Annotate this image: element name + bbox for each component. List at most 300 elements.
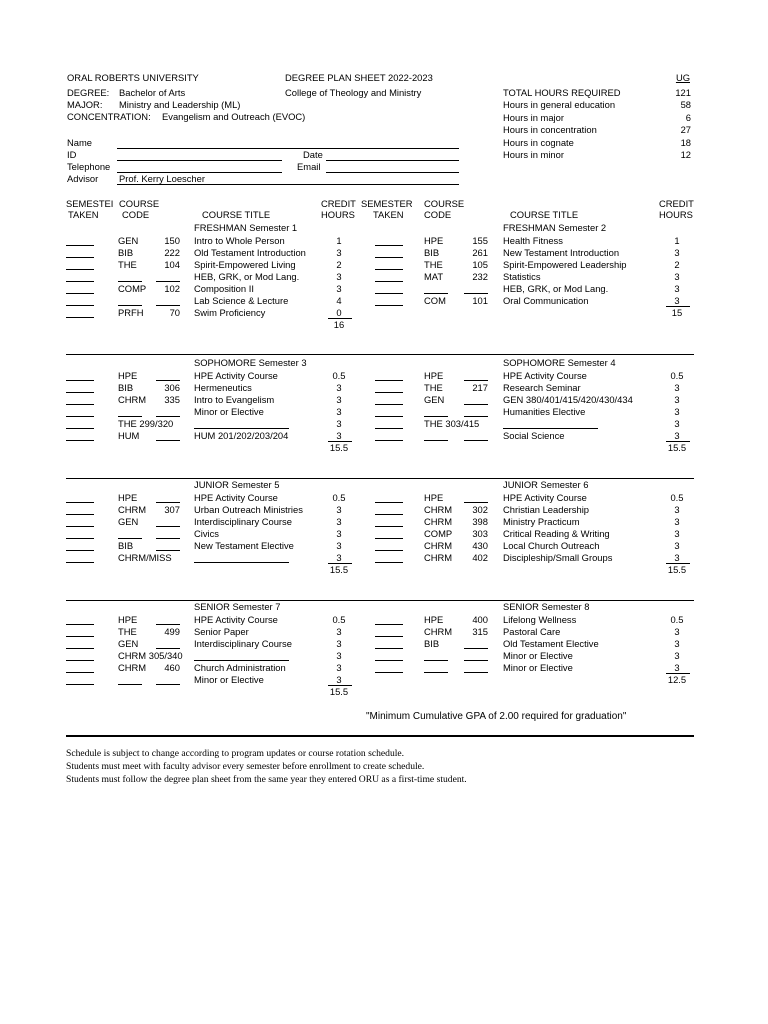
hours-label: Hours in minor xyxy=(503,149,564,160)
course-prefix: CHRM xyxy=(424,539,453,551)
credit-hours: 3 xyxy=(674,393,680,405)
telephone-label: Telephone xyxy=(67,161,111,172)
semester-taken-blank[interactable] xyxy=(375,636,403,637)
advisor-field[interactable] xyxy=(117,184,459,185)
semester-taken-blank[interactable] xyxy=(375,380,403,381)
rule-bottom xyxy=(66,735,694,737)
credit-hours: 3 xyxy=(336,405,342,417)
credit-hours: 3 xyxy=(674,503,680,515)
course-prefix: THE 303/415 xyxy=(424,417,480,429)
course-title: Spirit-Empowered Living xyxy=(194,258,296,270)
course-title: Research Seminar xyxy=(503,381,581,393)
semester-total-hours: 15.5 xyxy=(329,564,349,575)
credit-hours: 1 xyxy=(336,234,342,246)
course-number: 102 xyxy=(164,282,180,294)
taken-header-left: TAKEN xyxy=(68,209,99,220)
name-field[interactable] xyxy=(117,148,459,149)
course-prefix: GEN xyxy=(118,637,139,649)
course-title: Spirit-Empowered Leadership xyxy=(503,258,627,270)
course-number-blank[interactable] xyxy=(156,624,180,625)
credit-hours: 3 xyxy=(336,381,342,393)
course-title-blank[interactable] xyxy=(194,562,289,563)
course-prefix: CHRM/MISS xyxy=(118,552,172,563)
course-number-blank[interactable] xyxy=(464,440,488,441)
semester-taken-blank[interactable] xyxy=(66,672,94,673)
course-title: Civics xyxy=(194,527,219,539)
semester-taken-blank[interactable] xyxy=(375,550,403,551)
semester-taken-blank[interactable] xyxy=(66,305,94,306)
hours-label: Hours in cognate xyxy=(503,136,574,148)
semester-taken-blank[interactable] xyxy=(375,428,403,429)
course-number: 105 xyxy=(472,258,488,270)
course-prefix: HPE xyxy=(118,369,138,381)
course-prefix: BIB xyxy=(424,246,440,258)
credit-hours: 2 xyxy=(674,258,680,270)
course-title: HPE Activity Course xyxy=(194,491,278,503)
course-number-blank[interactable] xyxy=(156,281,180,282)
credit-hours: 3 xyxy=(336,393,342,405)
course-number: 307 xyxy=(164,503,180,515)
course-title-blank[interactable] xyxy=(503,428,598,429)
credit-hours: 3 xyxy=(674,282,680,294)
course-title-header-right: COURSE TITLE xyxy=(510,209,579,220)
course-number: 315 xyxy=(472,625,488,637)
course-number: 302 xyxy=(472,503,488,515)
course-number: 101 xyxy=(472,295,488,306)
semester-taken-blank[interactable] xyxy=(375,416,403,417)
course-prefix: CHRM xyxy=(424,552,453,563)
course-title: New Testament Elective xyxy=(194,539,294,551)
credit-hours: 3 xyxy=(674,637,680,649)
semester-taken-blank[interactable] xyxy=(66,416,94,417)
semester-total-hours: 15 xyxy=(671,307,683,318)
course-prefix-blank[interactable] xyxy=(424,672,448,673)
credit-hours: 0.5 xyxy=(670,369,684,381)
course-number: 499 xyxy=(164,625,180,637)
course-title: Christian Leadership xyxy=(503,503,589,515)
course-header-left: COURSE xyxy=(119,198,160,209)
semester-taken-blank[interactable] xyxy=(66,636,94,637)
semester-taken-blank[interactable] xyxy=(375,514,403,515)
course-prefix: BIB xyxy=(424,637,440,649)
rule-after-freshman xyxy=(66,354,694,355)
credit-hours: 3 xyxy=(336,282,342,294)
credit-hours: 3 xyxy=(674,417,680,429)
major-label: MAJOR: xyxy=(67,99,103,110)
course-number-blank[interactable] xyxy=(156,684,180,685)
course-title: Oral Communication xyxy=(503,295,589,306)
college-name: College of Theology and Ministry xyxy=(285,87,422,98)
course-title: Ministry Practicum xyxy=(503,515,580,527)
hours-value: 6 xyxy=(685,111,691,123)
course-prefix: CHRM xyxy=(118,393,147,405)
hours-label: Hours in concentration xyxy=(503,124,597,136)
date-label: Date xyxy=(303,149,323,160)
course-title: Urban Outreach Ministries xyxy=(194,503,303,515)
concentration-label: CONCENTRATION: xyxy=(67,111,151,122)
ug-label: UG xyxy=(675,72,690,83)
semester-taken-blank[interactable] xyxy=(66,526,94,527)
semester-taken-blank[interactable] xyxy=(66,684,94,685)
major-value: Ministry and Leadership (ML) xyxy=(119,99,241,110)
course-number: 217 xyxy=(472,381,488,393)
semester-taken-blank[interactable] xyxy=(66,245,94,246)
credit-hours: 3 xyxy=(336,637,342,649)
semester-taken-blank[interactable] xyxy=(375,538,403,539)
course-number: 460 xyxy=(164,661,180,673)
concentration-value: Evangelism and Outreach (EVOC) xyxy=(162,111,306,122)
credit-header-left: CREDIT xyxy=(321,198,356,209)
course-prefix-blank[interactable] xyxy=(118,684,142,685)
semester-taken-blank[interactable] xyxy=(66,269,94,270)
course-number: 232 xyxy=(472,270,488,282)
semester-taken-blank[interactable] xyxy=(66,660,94,661)
course-prefix: HPE xyxy=(118,491,138,503)
course-title: HUM 201/202/203/204 xyxy=(194,430,289,441)
semester-total-hours: 15.5 xyxy=(329,442,349,453)
hours-header-right: HOURS xyxy=(659,209,693,220)
id-label: ID xyxy=(67,149,77,160)
course-title: GEN 380/401/415/420/430/434 xyxy=(503,393,633,405)
course-prefix: HPE xyxy=(424,491,444,503)
course-title: Minor or Elective xyxy=(194,674,264,685)
credit-hours: 3 xyxy=(674,539,680,551)
hours-header-left: HOURS xyxy=(321,209,355,220)
semester-title: JUNIOR Semester 5 xyxy=(194,479,280,490)
course-prefix-blank[interactable] xyxy=(424,440,448,441)
credit-header-right: CREDIT xyxy=(659,198,694,209)
course-number-blank[interactable] xyxy=(464,672,488,673)
course-title: Swim Proficiency xyxy=(194,307,266,319)
course-prefix: THE xyxy=(424,381,443,393)
credit-hours: 3 xyxy=(674,270,680,282)
course-title: HPE Activity Course xyxy=(503,491,587,503)
course-number-blank[interactable] xyxy=(156,526,180,527)
course-prefix: GEN xyxy=(424,393,445,405)
course-prefix: CHRM xyxy=(118,503,147,515)
credit-hours: 4 xyxy=(336,295,342,306)
course-title: Statistics xyxy=(503,270,541,282)
semester-taken-blank[interactable] xyxy=(66,293,94,294)
code-header-left: CODE xyxy=(122,209,150,220)
course-title-blank[interactable] xyxy=(194,660,289,661)
credit-hours: 3 xyxy=(674,430,680,441)
course-number: 335 xyxy=(164,393,180,405)
email-field[interactable] xyxy=(326,172,459,173)
course-prefix-blank[interactable] xyxy=(424,660,448,661)
course-prefix: GEN xyxy=(118,515,139,527)
course-number: 306 xyxy=(164,381,180,393)
course-number: 303 xyxy=(472,527,488,539)
course-prefix: COMP xyxy=(424,527,453,539)
semester-taken-blank[interactable] xyxy=(375,624,403,625)
course-number-blank[interactable] xyxy=(156,440,180,441)
credit-hours: 0.5 xyxy=(670,491,684,503)
credit-hours: 2 xyxy=(336,258,342,270)
semester-taken-blank[interactable] xyxy=(66,550,94,551)
semester-title: SOPHOMORE Semester 3 xyxy=(194,357,307,368)
credit-hours: 3 xyxy=(336,649,342,661)
sheet-title: DEGREE PLAN SHEET 2022-2023 xyxy=(285,72,433,83)
credit-hours: 3 xyxy=(336,515,342,527)
hours-value: 12 xyxy=(680,149,691,160)
course-number-blank[interactable] xyxy=(156,648,180,649)
course-number: 430 xyxy=(472,539,488,551)
semester-taken-blank[interactable] xyxy=(66,317,94,318)
course-title: Interdisciplinary Course xyxy=(194,637,292,649)
credit-hours: 3 xyxy=(674,381,680,393)
credit-hours: 3 xyxy=(336,552,342,563)
course-prefix: CHRM xyxy=(424,503,453,515)
credit-hours: 3 xyxy=(336,661,342,673)
code-header-right: CODE xyxy=(424,209,452,220)
course-number-blank[interactable] xyxy=(464,293,488,294)
credit-hours: 3 xyxy=(674,405,680,417)
course-title: Pastoral Care xyxy=(503,625,561,637)
course-number-blank[interactable] xyxy=(464,502,488,503)
course-number: 261 xyxy=(472,246,488,258)
course-title: HPE Activity Course xyxy=(194,369,278,381)
course-number-blank[interactable] xyxy=(156,550,180,551)
course-title: Old Testament Elective xyxy=(503,637,599,649)
semester-taken-blank[interactable] xyxy=(66,281,94,282)
semester-taken-blank[interactable] xyxy=(66,404,94,405)
semester-taken-blank[interactable] xyxy=(66,648,94,649)
hours-value: 121 xyxy=(675,87,691,98)
name-label: Name xyxy=(67,137,93,148)
course-title: Minor or Elective xyxy=(503,649,573,661)
credit-hours: 3 xyxy=(674,295,680,306)
course-number: 402 xyxy=(472,552,488,563)
course-prefix: GEN xyxy=(118,234,139,246)
footer-line-3: Students must follow the degree plan sheet from the same year they entered ORU as a first-time student. xyxy=(66,774,467,785)
course-title: Discipleship/Small Groups xyxy=(503,552,613,563)
course-title: HPE Activity Course xyxy=(503,369,587,381)
credit-hours: 3 xyxy=(336,430,342,441)
semester-taken-blank[interactable] xyxy=(66,538,94,539)
course-number-blank[interactable] xyxy=(464,404,488,405)
credit-hours: 3 xyxy=(674,625,680,637)
semester-taken-blank[interactable] xyxy=(375,269,403,270)
course-prefix: HPE xyxy=(424,234,444,246)
degree-value: Bachelor of Arts xyxy=(119,87,186,98)
university-name: ORAL ROBERTS UNIVERSITY xyxy=(67,72,199,83)
course-prefix: HPE xyxy=(424,369,444,381)
course-title-header-left: COURSE TITLE xyxy=(202,209,271,220)
semester-taken-blank[interactable] xyxy=(375,526,403,527)
semester-title: FRESHMAN Semester 1 xyxy=(194,222,298,233)
semester-taken-blank[interactable] xyxy=(375,245,403,246)
course-title: Critical Reading & Writing xyxy=(503,527,610,539)
course-prefix-blank[interactable] xyxy=(424,416,448,417)
credit-hours: 3 xyxy=(336,503,342,515)
credit-hours: 3 xyxy=(674,527,680,539)
course-prefix: THE xyxy=(118,625,137,637)
semester-taken-blank[interactable] xyxy=(66,392,94,393)
course-number-blank[interactable] xyxy=(464,660,488,661)
course-title: HEB, GRK, or Mod Lang. xyxy=(503,282,609,294)
credit-hours: 3 xyxy=(674,661,680,673)
course-prefix: COM xyxy=(424,295,446,306)
course-number: 400 xyxy=(472,613,488,625)
hours-value: 58 xyxy=(680,99,691,111)
credit-hours: 3 xyxy=(336,674,342,685)
semester-taken-header-left: SEMESTEI xyxy=(66,198,114,209)
semester-taken-blank[interactable] xyxy=(66,502,94,503)
semester-taken-blank[interactable] xyxy=(375,502,403,503)
course-title: Intro to Evangelism xyxy=(194,393,275,405)
credit-hours: 0.5 xyxy=(332,613,346,625)
semester-taken-blank[interactable] xyxy=(375,672,403,673)
semester-total-hours: 16 xyxy=(333,319,345,331)
course-prefix: COMP xyxy=(118,282,147,294)
course-number: 222 xyxy=(164,246,180,258)
course-number-blank[interactable] xyxy=(464,416,488,417)
credit-hours: 3 xyxy=(336,625,342,637)
semester-taken-blank[interactable] xyxy=(375,404,403,405)
advisor-label: Advisor xyxy=(67,173,99,184)
course-number-blank[interactable] xyxy=(464,380,488,381)
course-title: Social Science xyxy=(503,430,565,441)
credit-hours: 0.5 xyxy=(670,613,684,625)
course-prefix-blank[interactable] xyxy=(118,305,142,306)
credit-hours: 3 xyxy=(674,246,680,258)
course-number: 155 xyxy=(472,234,488,246)
hours-label: TOTAL HOURS REQUIRED xyxy=(503,87,621,98)
semester-taken-blank[interactable] xyxy=(375,257,403,258)
course-title: Interdisciplinary Course xyxy=(194,515,292,527)
course-prefix: CHRM xyxy=(424,625,453,637)
footer-line-1: Schedule is subject to change according to program updates or course rotation schedule. xyxy=(66,748,405,759)
credit-hours: 3 xyxy=(336,270,342,282)
course-title: Church Administration xyxy=(194,661,286,673)
course-title: Senior Paper xyxy=(194,625,249,637)
advisor-value: Prof. Kerry Loescher xyxy=(119,173,205,184)
course-prefix: CHRM xyxy=(118,661,147,673)
course-prefix: HPE xyxy=(424,613,444,625)
course-number-blank[interactable] xyxy=(156,305,180,306)
semester-taken-blank[interactable] xyxy=(66,257,94,258)
credit-hours: 3 xyxy=(336,539,342,551)
semester-taken-blank[interactable] xyxy=(375,305,403,306)
course-title-blank[interactable] xyxy=(194,428,289,429)
rule-after-sophomore xyxy=(66,478,694,479)
course-prefix: THE 299/320 xyxy=(118,417,174,429)
course-prefix: CHRM xyxy=(424,515,453,527)
semester-taken-blank[interactable] xyxy=(375,562,403,563)
id-field[interactable] xyxy=(117,160,282,161)
semester-title: SOPHOMORE Semester 4 xyxy=(503,357,616,368)
date-field[interactable] xyxy=(326,160,459,161)
course-title: Minor or Elective xyxy=(503,661,573,673)
credit-hours: 1 xyxy=(674,234,680,246)
taken-header-right: TAKEN xyxy=(373,209,404,220)
credit-hours: 3 xyxy=(674,649,680,661)
semester-title: SENIOR Semester 8 xyxy=(503,601,590,612)
course-prefix: THE xyxy=(424,258,443,270)
course-prefix-blank[interactable] xyxy=(118,281,142,282)
semester-taken-blank[interactable] xyxy=(375,648,403,649)
course-number-blank[interactable] xyxy=(464,648,488,649)
course-title: Composition II xyxy=(194,282,254,294)
course-prefix: PRFH xyxy=(118,307,144,319)
course-number-blank[interactable] xyxy=(156,380,180,381)
credit-hours: 3 xyxy=(336,417,342,429)
course-number: 150 xyxy=(164,234,180,246)
semester-total-hours: 15.5 xyxy=(667,442,687,453)
semester-taken-blank[interactable] xyxy=(375,293,403,294)
credit-hours: 3 xyxy=(674,515,680,527)
semester-taken-blank[interactable] xyxy=(375,281,403,282)
course-title: Intro to Whole Person xyxy=(194,234,285,246)
hours-value: 27 xyxy=(680,124,691,136)
semester-taken-blank[interactable] xyxy=(375,440,403,441)
semester-taken-blank[interactable] xyxy=(66,428,94,429)
hours-label: Hours in major xyxy=(503,111,564,123)
semester-taken-blank[interactable] xyxy=(66,380,94,381)
semester-title: FRESHMAN Semester 2 xyxy=(503,222,607,233)
hours-value: 18 xyxy=(680,136,691,148)
credit-hours: 0.5 xyxy=(332,369,346,381)
course-title: Lifelong Wellness xyxy=(503,613,577,625)
course-title: Hermeneutics xyxy=(194,381,252,393)
course-prefix: BIB xyxy=(118,539,134,551)
course-number-blank[interactable] xyxy=(156,538,180,539)
course-number: 104 xyxy=(164,258,180,270)
course-number: 398 xyxy=(472,515,488,527)
credit-hours: 0 xyxy=(336,307,342,319)
course-number-blank[interactable] xyxy=(156,416,180,417)
semester-taken-blank[interactable] xyxy=(375,392,403,393)
semester-taken-blank[interactable] xyxy=(66,440,94,441)
semester-taken-blank[interactable] xyxy=(66,624,94,625)
course-title: Health Fitness xyxy=(503,234,563,246)
footer-line-2: Students must meet with faculty advisor every semester before enrollment to create schedule. xyxy=(66,761,425,772)
semester-taken-blank[interactable] xyxy=(375,660,403,661)
course-prefix: MAT xyxy=(424,270,444,282)
course-prefix-blank[interactable] xyxy=(424,293,448,294)
course-prefix: HPE xyxy=(118,613,138,625)
semester-title: SENIOR Semester 7 xyxy=(194,601,281,612)
course-title: New Testament Introduction xyxy=(503,246,620,258)
course-prefix: HUM xyxy=(118,430,140,441)
course-prefix-blank[interactable] xyxy=(118,538,142,539)
course-prefix: BIB xyxy=(118,381,134,393)
semester-header-right: SEMESTER xyxy=(361,198,413,209)
course-title: HPE Activity Course xyxy=(194,613,278,625)
credit-hours: 3 xyxy=(336,527,342,539)
course-number-blank[interactable] xyxy=(156,502,180,503)
semester-total-hours: 15.5 xyxy=(667,564,687,575)
credit-hours: 3 xyxy=(674,552,680,563)
hours-label: Hours in general education xyxy=(503,99,616,111)
semester-taken-blank[interactable] xyxy=(66,514,94,515)
course-title: Minor or Elective xyxy=(194,405,264,417)
course-prefix: THE xyxy=(118,258,137,270)
semester-total-hours: 12.5 xyxy=(667,673,687,685)
course-title: Old Testament Introduction xyxy=(194,246,306,258)
course-prefix: CHRM 305/340 xyxy=(118,649,183,661)
course-title: Lab Science & Lecture xyxy=(194,295,289,306)
gpa-note: "Minimum Cumulative GPA of 2.00 required for graduation" xyxy=(366,711,627,722)
course-title: Local Church Outreach xyxy=(503,539,600,551)
degree-label: DEGREE: xyxy=(67,87,110,98)
course-header-right: COURSE xyxy=(424,198,465,209)
email-label: Email xyxy=(297,161,321,172)
course-prefix-blank[interactable] xyxy=(118,416,142,417)
rule-after-junior xyxy=(66,600,694,601)
semester-taken-blank[interactable] xyxy=(66,562,94,563)
